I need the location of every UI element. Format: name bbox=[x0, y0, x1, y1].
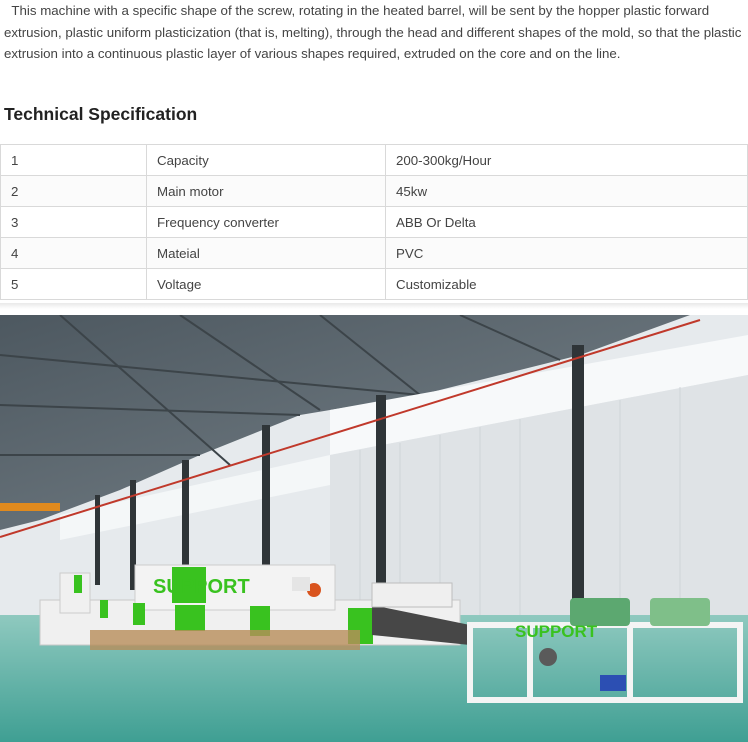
row-value: 200-300kg/Hour bbox=[386, 145, 748, 176]
row-item: Voltage bbox=[147, 269, 386, 300]
row-value: PVC bbox=[386, 238, 748, 269]
table-row bbox=[1, 238, 748, 269]
frame-logo: SUPPORT bbox=[515, 622, 598, 641]
table-shadow bbox=[0, 303, 748, 309]
row-value: ABB Or Delta bbox=[386, 207, 748, 238]
intro-paragraph: This machine with a specific shape of the screw, rotating in the heated barrel, will be sent by the hopper plastic forward extrusion, plastic uniform plasticization (that is, melting), through the head and different shapes of the mold, so that the plastic extrusion into a continuous plastic layer of various shapes required, extruded on the core and on the line. bbox=[4, 3, 742, 61]
row-item: Frequency converter bbox=[147, 207, 386, 238]
row-value: 45kw bbox=[386, 176, 748, 207]
row-number: 5 bbox=[1, 269, 147, 300]
row-number: 3 bbox=[1, 207, 147, 238]
row-number: 4 bbox=[1, 238, 147, 269]
table-row bbox=[1, 207, 748, 238]
table-row bbox=[1, 145, 748, 176]
row-item: Main motor bbox=[147, 176, 386, 207]
row-number: 1 bbox=[1, 145, 147, 176]
row-number: 2 bbox=[1, 176, 147, 207]
row-item: Capacity bbox=[147, 145, 386, 176]
table-row bbox=[1, 176, 748, 207]
factory-photo bbox=[0, 315, 748, 742]
table-row bbox=[1, 269, 748, 300]
section-title: Technical Specification bbox=[4, 104, 198, 124]
machine-logo: SUPPORT bbox=[153, 576, 250, 598]
row-value: Customizable bbox=[386, 269, 748, 300]
row-item: Mateial bbox=[147, 238, 386, 269]
spec-table bbox=[0, 144, 748, 300]
